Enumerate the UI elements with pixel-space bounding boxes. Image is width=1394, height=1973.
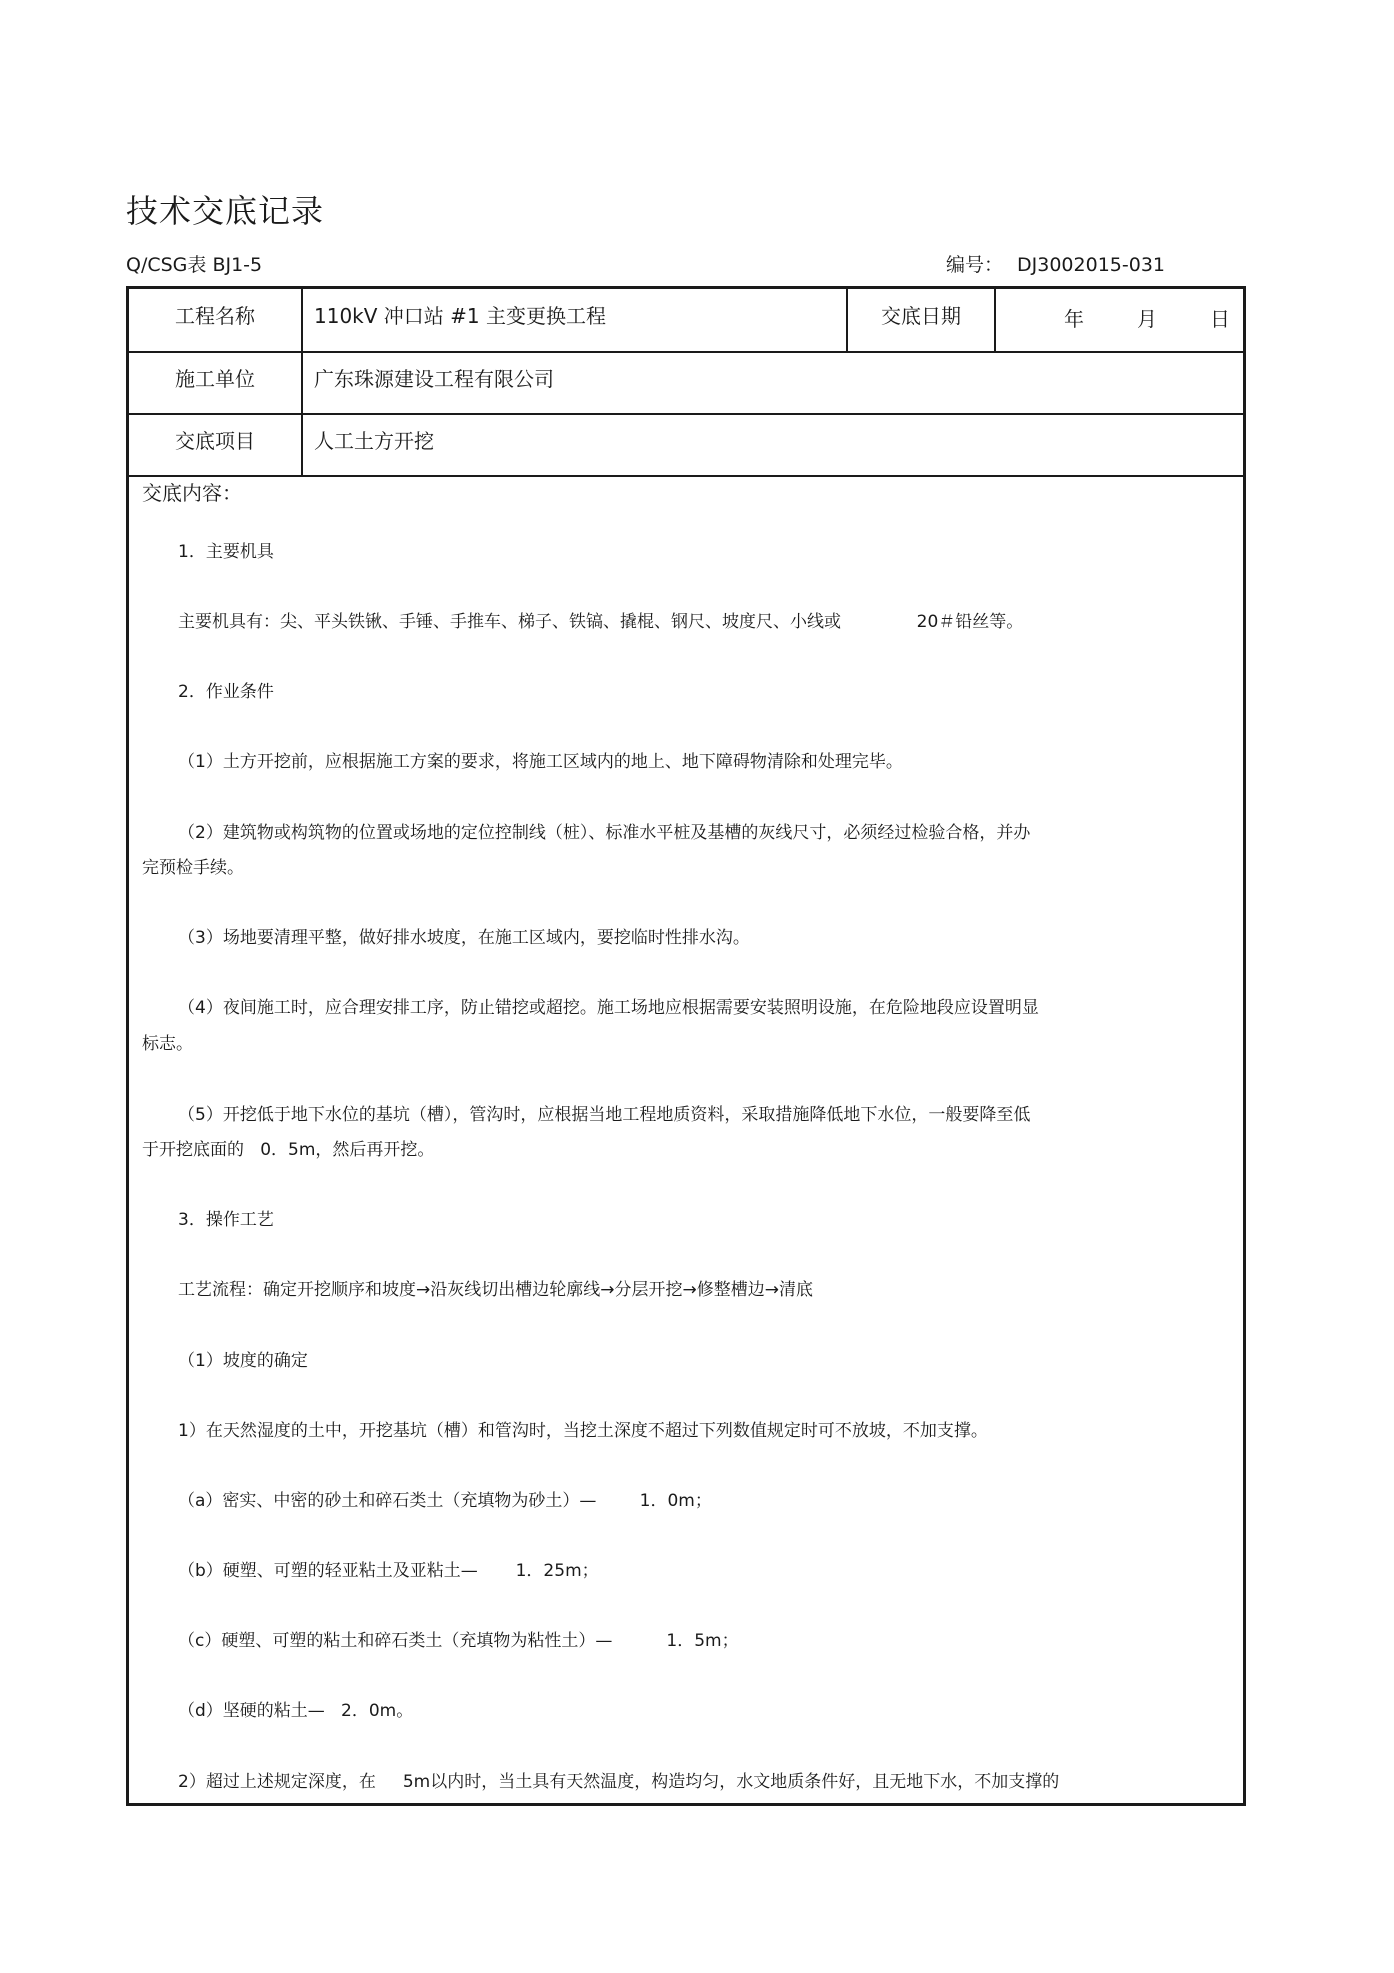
record-table (126, 286, 1246, 1806)
content-line: （c）硬塑、可塑的粘土和碎石类土（充填物为粘性土）— 1．5m； (178, 1631, 739, 1651)
page-title: 技术交底记录 (126, 192, 325, 230)
content-line: 主要机具有：尖、平头铁锹、手锤、手推车、梯子、铁镐、撬棍、钢尺、坡度尺、小线或 20＃铅丝等。 (178, 612, 1024, 632)
row-divider (129, 475, 1243, 477)
content-line: （2）建筑物或构筑物的位置或场地的定位控制线（桩）、标准水平桩及基槽的灰线尺寸，必须经过检验合格，并办 (178, 823, 1031, 843)
content-line: 完预检手续。 (142, 858, 244, 878)
content-line: （d）坚硬的粘土— 2．0m。 (178, 1701, 414, 1721)
date-year: 年 (1064, 307, 1084, 331)
column-divider (301, 289, 303, 475)
content-line: （a）密实、中密的砂土和碎石类土（充填物为砂土）— 1．0m； (178, 1491, 712, 1511)
content-line: 2）超过上述规定深度，在 5m以内时，当土具有天然温度，构造均匀，水文地质条件好，且无地下水，不加支撑的 (178, 1772, 1060, 1792)
item-label: 交底项目 (175, 429, 255, 453)
form-number: Q/CSG表 BJ1-5 (126, 254, 263, 276)
content-line: （1）土方开挖前，应根据施工方案的要求，将施工区域内的地上、地下障碍物清除和处理完毕。 (178, 752, 903, 772)
date-label: 交底日期 (881, 304, 961, 328)
content-line: 1．主要机具 (178, 542, 274, 562)
project-name-label: 工程名称 (175, 304, 255, 328)
item-value: 人工土方开挖 (314, 429, 434, 453)
content-line: （5）开挖低于地下水位的基坑（槽），管沟时，应根据当地工程地质资料，采取措施降低地下水位，一般要降至低 (178, 1105, 1031, 1125)
content-heading: 交底内容： (142, 481, 242, 505)
content-line: 工艺流程：确定开挖顺序和坡度→沿灰线切出槽边轮廓线→分层开挖→修整槽边→清底 (178, 1280, 813, 1300)
contractor-label: 施工单位 (175, 367, 255, 391)
content-line: （1）坡度的确定 (178, 1351, 308, 1371)
content-line: （4）夜间施工时，应合理安排工序，防止错挖或超挖。施工场地应根据需要安装照明设施，在危险地段应设置明显 (178, 998, 1039, 1018)
contractor-value: 广东珠源建设工程有限公司 (314, 367, 554, 391)
content-line: 于开挖底面的 0．5m，然后再开挖。 (142, 1140, 435, 1160)
document-number-value: DJ3002015-031 (1017, 254, 1165, 276)
content-line: 3．操作工艺 (178, 1210, 274, 1230)
row-divider (129, 351, 1243, 353)
content-line: （b）硬塑、可塑的轻亚粘土及亚粘土— 1．25m； (178, 1561, 599, 1581)
row-divider (129, 413, 1243, 415)
date-month: 月 (1137, 307, 1157, 331)
content-line: （3）场地要清理平整，做好排水坡度，在施工区域内，要挖临时性排水沟。 (178, 928, 750, 948)
document-number (946, 250, 1165, 277)
document-number-label: 编号： (946, 254, 1004, 276)
content-line: 1）在天然湿度的土中，开挖基坑（槽）和管沟时，当挖土深度不超过下列数值规定时可不放坡，不加支撑。 (178, 1421, 988, 1441)
date-day: 日 (1210, 307, 1230, 331)
project-name-value: 110kV 冲口站 #1 主变更换工程 (314, 304, 606, 328)
content-line: 2．作业条件 (178, 682, 274, 702)
content-line: 标志。 (142, 1034, 193, 1054)
